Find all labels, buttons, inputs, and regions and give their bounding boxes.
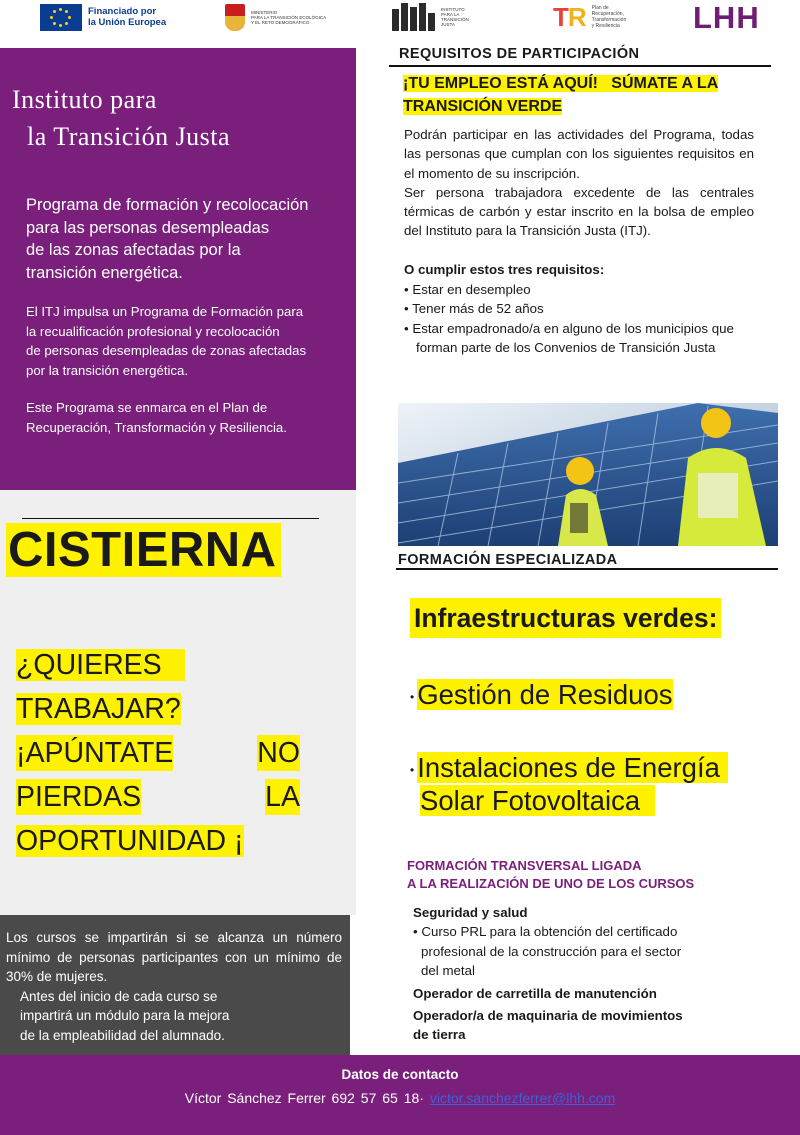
- solar-workers-photo: [398, 403, 778, 546]
- note-paragraph: Los cursos se impartirán si se alcanza un número mínimo de personas participantes con un mínimo de 30% de mujeres.: [6, 930, 342, 984]
- requirements-heading: REQUISITOS DE PARTICIPACIÓN: [399, 46, 640, 62]
- eu-logo-line: la Unión Europea: [88, 17, 167, 28]
- itj-logo-line: JUSTA: [441, 22, 455, 27]
- program-description: [26, 302, 344, 380]
- course-conditions-note: [0, 915, 350, 1055]
- three-requirements-label: O cumplir estos tres requisitos:: [404, 262, 605, 277]
- itj-logo-line: INSTITUTO: [441, 7, 465, 12]
- contact-line: [0, 1090, 800, 1106]
- bullet-icon: •: [410, 689, 415, 704]
- plan-logo-line: y Resiliencia: [591, 23, 620, 29]
- plan-logo-line: Plan de: [591, 5, 609, 11]
- lhh-logo: LHH: [693, 0, 760, 35]
- cta-line: [16, 779, 300, 815]
- contact-footer: [0, 1055, 800, 1135]
- cta-line: [16, 823, 300, 859]
- institute-title-line1: Instituto para: [12, 85, 157, 114]
- course-solar-line2: [420, 785, 655, 817]
- requirements-heading-rule: [389, 65, 771, 67]
- cta-text: NO: [257, 737, 300, 769]
- contact-heading: Datos de contacto: [341, 1067, 459, 1082]
- cta-line: [16, 735, 300, 771]
- machinery-line: Operador/a de maquinaria de movimientos: [413, 1008, 683, 1024]
- recovery-plan-logo: [553, 2, 626, 32]
- cta-line: [16, 647, 300, 683]
- transversal-heading-line: A LA REALIZACIÓN DE UNO DE LOS CURSOS: [407, 876, 695, 891]
- logo-strip: [0, 0, 800, 40]
- specialized-training-heading: FORMACIÓN ESPECIALIZADA: [398, 552, 618, 568]
- contact-name-phone: Víctor Sánchez Ferrer 692 57 65 18·: [184, 1090, 424, 1106]
- requirements-intro-text: Ser persona trabajadora excedente de las centrales térmicas de carbón y estar inscrito en la bolsa de empleo del Instituto para la Transición Justa (ITJ).: [404, 184, 754, 239]
- transversal-heading-line: FORMACIÓN TRANSVERSAL LIGADA: [407, 858, 642, 873]
- note-line: Antes del inicio de cada curso se: [20, 988, 218, 1004]
- course-name: Solar Fotovoltaica: [420, 785, 641, 816]
- green-transition-slogan: [403, 72, 718, 118]
- institute-title-line2: la Transición Justa: [27, 122, 231, 151]
- institute-panel: [0, 48, 356, 490]
- course-name: Gestión de Residuos: [417, 679, 673, 710]
- prl-course: [413, 922, 743, 980]
- note-paragraph: [6, 987, 342, 1046]
- town-divider: [22, 518, 319, 519]
- note-line: de la empleabilidad del alumnado.: [20, 1027, 225, 1043]
- cta-text: ¿QUIERES: [16, 649, 162, 681]
- cta-line: [16, 691, 300, 727]
- itj-mark-icon: [392, 3, 435, 31]
- plan-logo-line: Transformación: [591, 17, 627, 23]
- transversal-item-title: Seguridad y salud: [413, 905, 528, 920]
- ministry-logo-line: Y EL RETO DEMOGRÁFICO: [251, 19, 310, 25]
- course-waste-management: [410, 679, 673, 713]
- program-title-line: Programa de formación y recolocación: [26, 196, 309, 214]
- course-solar-line1: [410, 752, 728, 786]
- transversal-training-list: [413, 903, 743, 1045]
- slogan-line: ¡TU EMPLEO ESTÁ AQUÍ! SÚMATE A LA: [403, 75, 719, 92]
- course-name: Instalaciones de Energía: [417, 752, 720, 783]
- ministry-logo-line: MINISTERIO: [251, 9, 278, 15]
- program-framework: [26, 398, 344, 437]
- transversal-item-title: [413, 1006, 743, 1045]
- tr-mark-icon: TR: [553, 1, 586, 32]
- requirements-intro: [404, 125, 754, 241]
- program-framework-line: Este Programa se enmarca en el Plan de: [26, 400, 268, 415]
- itj-logo: [392, 2, 469, 32]
- requirement-item: • Estar en desempleo: [404, 282, 531, 297]
- program-description-line: de personas desempleadas de zonas afectadas: [26, 343, 307, 358]
- requirements-intro-text: Podrán participar en las actividades del Programa, todas las personas que cumplan con los siguientes requisitos en el momento de su inscripción.: [404, 127, 754, 181]
- cta-text: LA: [265, 781, 300, 813]
- program-framework-line: Recuperación, Transformación y Resiliencia.: [26, 419, 287, 435]
- eu-flag-icon: [40, 4, 82, 31]
- requirements-list: [404, 280, 749, 357]
- green-infrastructure-label: Infraestructuras verdes:: [410, 598, 721, 638]
- solar-panel-illustration: [398, 403, 778, 546]
- town-name: CISTIERNA: [6, 523, 281, 577]
- note-line: impartirá un módulo para la mejora: [20, 1008, 230, 1023]
- program-description-line: El ITJ impulsa un Programa de Formación para: [26, 304, 304, 319]
- prl-course-line: • Curso PRL para la obtención del certificado: [413, 924, 678, 940]
- prl-course-line: profesional de la construcción para el sector: [421, 943, 682, 959]
- program-title-line: transición energética.: [26, 263, 183, 282]
- contact-email-link[interactable]: victor.sanchezferrer@lhh.com: [429, 1090, 616, 1106]
- program-title-line: para las personas desempleadas: [26, 218, 270, 237]
- bullet-icon: •: [410, 762, 415, 777]
- machinery-line: de tierra: [413, 1027, 466, 1043]
- cta-text: PIERDAS: [16, 781, 142, 813]
- program-description-line: por la transición energética.: [26, 362, 189, 378]
- coat-of-arms-icon: [225, 4, 245, 31]
- requirement-item: • Tener más de 52 años: [404, 301, 544, 317]
- itj-logo-line: TRANSICIÓN: [441, 17, 469, 22]
- program-title-line: de las zonas afectadas por la: [26, 241, 241, 259]
- prl-course-line: del metal: [421, 963, 475, 979]
- eu-logo-line: Financiado por: [88, 6, 157, 17]
- eu-logo: [40, 2, 166, 32]
- requirement-item: • Estar empadronado/a en alguno de los municipios que forman parte de los Convenios de Transición Justa: [404, 320, 734, 355]
- slogan-line: TRANSICIÓN VERDE: [403, 98, 563, 115]
- ministry-logo: [225, 2, 326, 32]
- ministry-logo-line: PARA LA TRANSICIÓN ECOLÓGICA: [251, 14, 327, 20]
- cta-text: TRABAJAR?: [16, 693, 181, 725]
- cta-text: OPORTUNIDAD ¡: [16, 825, 244, 857]
- program-description-line: la recualificación profesional y recolocación: [26, 323, 280, 339]
- program-title: [26, 194, 346, 284]
- cta-text: ¡APÚNTATE: [16, 737, 174, 769]
- itj-logo-line: PARA LA: [441, 12, 460, 17]
- transversal-training-heading: [407, 857, 694, 893]
- plan-logo-line: Recuperación,: [591, 11, 624, 17]
- specialized-training-rule: [396, 568, 778, 570]
- transversal-item-title: Operador de carretilla de manutención: [413, 985, 657, 1001]
